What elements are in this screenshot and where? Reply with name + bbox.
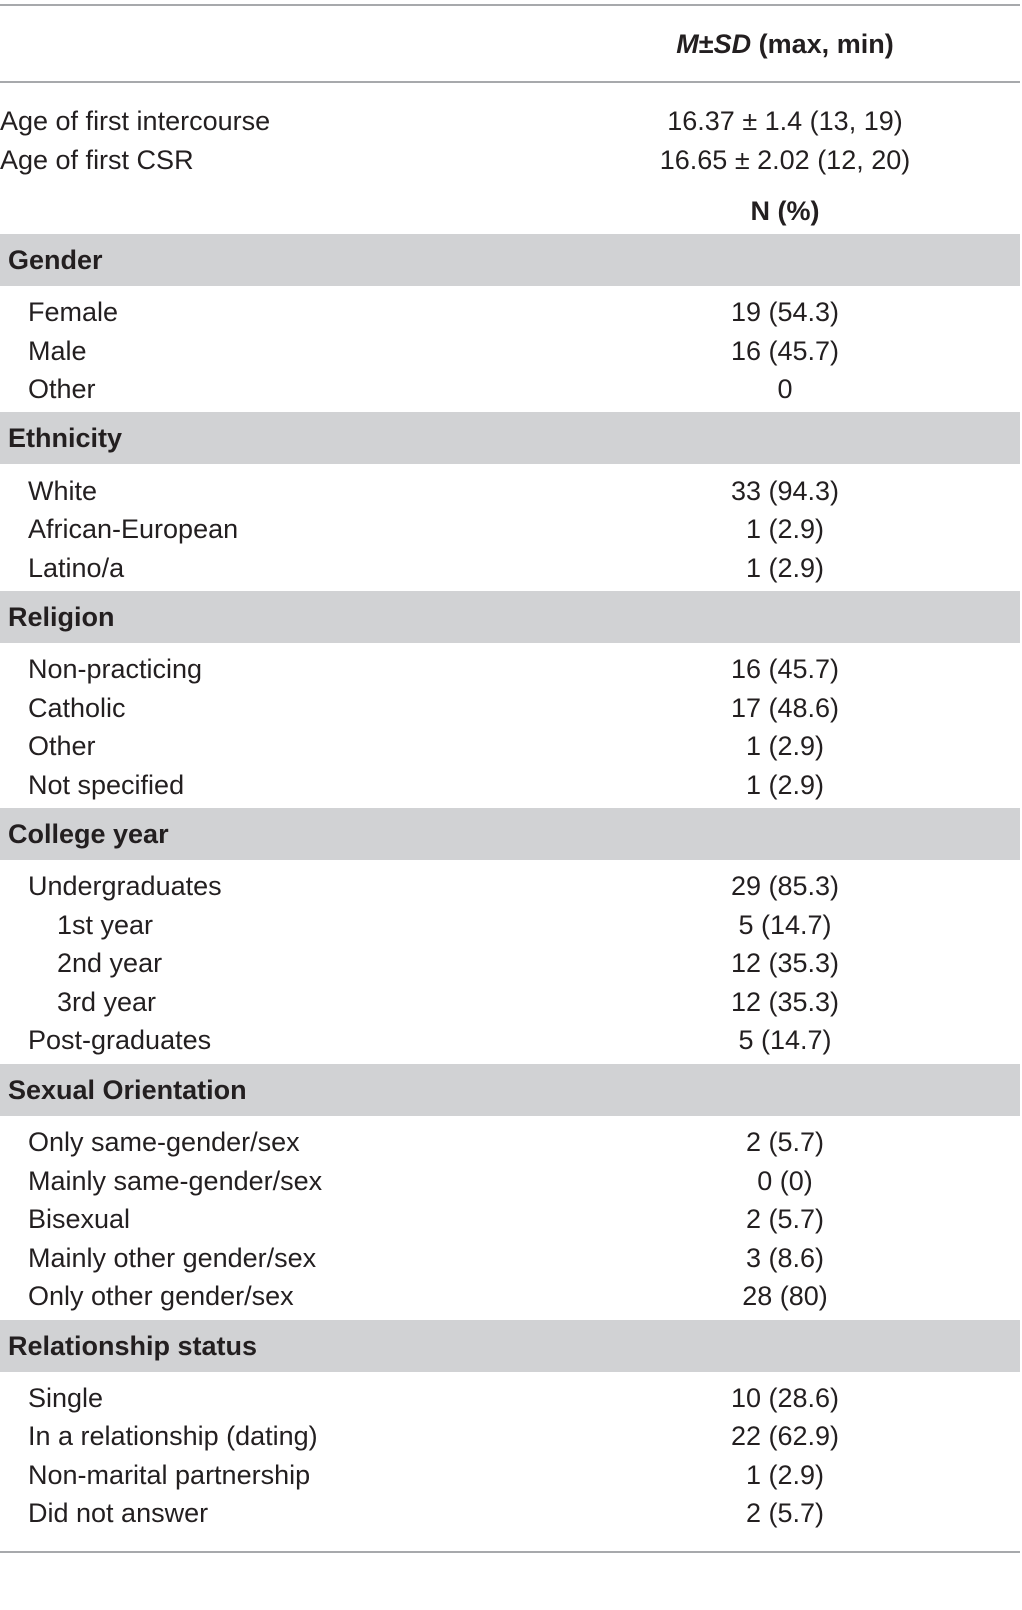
row-label: Other — [28, 374, 96, 404]
table-row — [0, 650, 1020, 689]
row-label: Other — [28, 731, 96, 761]
table-row — [0, 1494, 1020, 1533]
row-value: 19 (54.3) — [730, 297, 840, 327]
table-row — [0, 983, 1020, 1022]
row-value: 3 (8.6) — [745, 1243, 825, 1273]
header-range-note: (max, min) — [758, 29, 894, 59]
row-label: Post-graduates — [28, 1025, 212, 1055]
row-value: 2 (5.7) — [745, 1204, 825, 1234]
section-title: College year — [8, 819, 169, 849]
table-row — [0, 689, 1020, 728]
row-value: 1 (2.9) — [745, 514, 825, 544]
section-title: Sexual Orientation — [8, 1075, 247, 1105]
row-value: 1 (2.9) — [745, 553, 825, 583]
row-value: 29 (85.3) — [730, 871, 840, 901]
table-row — [0, 1239, 1020, 1278]
row-value: 10 (28.6) — [730, 1383, 840, 1413]
section-relationship-status — [0, 1320, 1020, 1372]
section-title: Relationship status — [8, 1331, 258, 1361]
row-value: 1 (2.9) — [745, 770, 825, 800]
row-label: Not specified — [28, 770, 185, 800]
row-value: 22 (62.9) — [730, 1421, 840, 1451]
row-value: 2 (5.7) — [745, 1127, 825, 1157]
row-value: 0 — [777, 374, 793, 404]
table-row — [0, 1379, 1020, 1418]
row-label: Non-practicing — [28, 654, 203, 684]
table-row — [0, 141, 1020, 180]
row-value: 16.65 ± 2.02 (12, 20) — [659, 145, 911, 175]
section-ethnicity — [0, 412, 1020, 464]
table-row — [0, 1200, 1020, 1239]
row-label: In a relationship (dating) — [28, 1421, 318, 1451]
table-row — [0, 510, 1020, 549]
row-label: Latino/a — [28, 553, 125, 583]
row-value: 1 (2.9) — [745, 1460, 825, 1490]
table-row — [0, 1417, 1020, 1456]
table-row — [0, 727, 1020, 766]
table-row — [0, 332, 1020, 371]
section-college-year — [0, 808, 1020, 860]
table-row — [0, 1162, 1020, 1201]
row-value: 16 (45.7) — [730, 336, 840, 366]
row-value: 28 (80) — [742, 1281, 828, 1311]
row-value: 12 (35.3) — [730, 987, 840, 1017]
section-title: Religion — [8, 602, 115, 632]
row-label: Bisexual — [28, 1204, 131, 1234]
row-label: Mainly same-gender/sex — [28, 1166, 323, 1196]
row-value: 16.37 ± 1.4 (13, 19) — [667, 106, 903, 136]
row-value: 33 (94.3) — [730, 476, 840, 506]
row-value: 17 (48.6) — [730, 693, 840, 723]
table-row — [0, 549, 1020, 588]
row-label: African-European — [28, 514, 239, 544]
table-row — [0, 1123, 1020, 1162]
table-row — [0, 370, 1020, 409]
table-row — [0, 1456, 1020, 1495]
row-label: 3rd year — [57, 987, 157, 1017]
row-label: Age of first CSR — [0, 145, 194, 175]
row-value: 5 (14.7) — [738, 910, 832, 940]
section-religion — [0, 591, 1020, 643]
header-sd: SD — [713, 29, 752, 59]
section-gender — [0, 234, 1020, 286]
row-label: White — [28, 476, 98, 506]
row-value: 1 (2.9) — [745, 731, 825, 761]
table-row — [0, 102, 1020, 141]
table-row — [0, 472, 1020, 511]
row-label: 1st year — [57, 910, 154, 940]
section-title: Gender — [8, 245, 103, 275]
header-mean-sd — [600, 25, 970, 64]
table-row — [0, 1277, 1020, 1316]
table-row — [0, 944, 1020, 983]
row-label: 2nd year — [57, 948, 163, 978]
row-value: 2 (5.7) — [745, 1498, 825, 1528]
section-sexual-orientation — [0, 1064, 1020, 1116]
table-row — [0, 1021, 1020, 1060]
header-n-percent: N (%) — [750, 196, 820, 226]
top-rule — [0, 4, 1020, 6]
header-pm: ± — [698, 29, 714, 59]
row-value: 16 (45.7) — [730, 654, 840, 684]
row-value: 0 (0) — [757, 1166, 813, 1196]
row-label: Male — [28, 336, 87, 366]
table-row — [0, 766, 1020, 805]
row-label: Catholic — [28, 693, 126, 723]
row-label: Female — [28, 297, 119, 327]
header-rule — [0, 81, 1020, 83]
row-label: Age of first intercourse — [0, 106, 271, 136]
table-row — [0, 293, 1020, 332]
row-label: Non-marital partnership — [28, 1460, 311, 1490]
row-label: Only same-gender/sex — [28, 1127, 300, 1157]
row-label: Only other gender/sex — [28, 1281, 294, 1311]
section-title: Ethnicity — [8, 423, 123, 453]
row-label: Undergraduates — [28, 871, 222, 901]
header-m: M — [676, 29, 699, 59]
row-label: Single — [28, 1383, 104, 1413]
bottom-rule — [0, 1551, 1020, 1553]
row-label: Mainly other gender/sex — [28, 1243, 317, 1273]
row-value: 12 (35.3) — [730, 948, 840, 978]
table-row — [0, 867, 1020, 906]
row-value: 5 (14.7) — [738, 1025, 832, 1055]
row-label: Did not answer — [28, 1498, 209, 1528]
table-row — [0, 906, 1020, 945]
